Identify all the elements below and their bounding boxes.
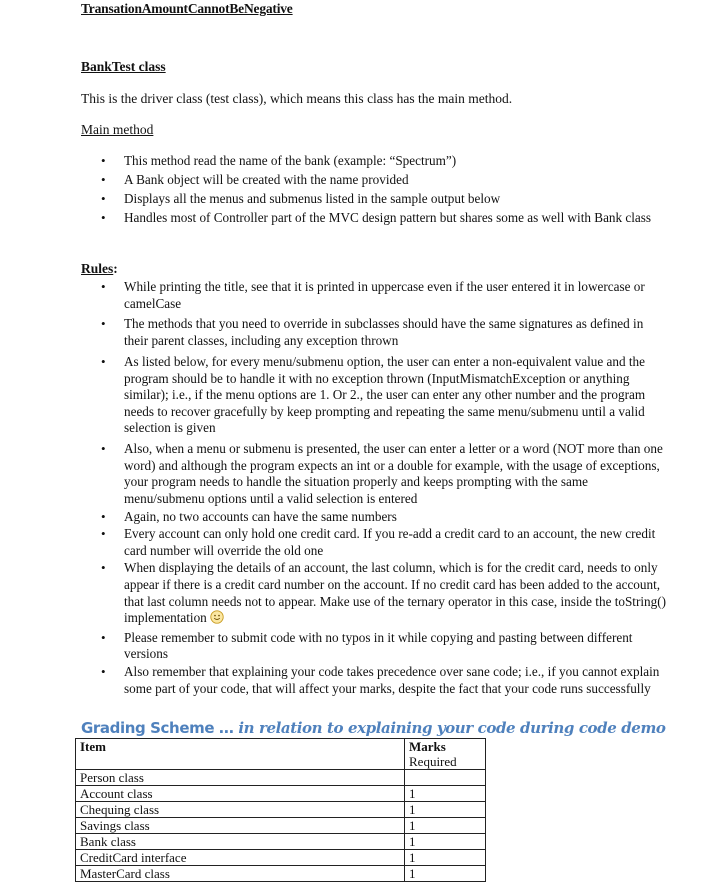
list-item-text: When displaying the details of an account, the last column, which is for the credit card, needs to only appear if there is a credit card number on the account. If no credit card has been added to the account, that last column needs not to appear. Make use of the ternary operator in this case, inside the toString() implementation bbox=[124, 560, 667, 626]
exception-class-heading: TransationAmountCannotBeNegative bbox=[81, 1, 293, 16]
table-row bbox=[76, 850, 486, 866]
table-cell-marks: 1 bbox=[405, 850, 486, 866]
column-subheader-required: Required bbox=[405, 754, 486, 770]
rules-heading-label: Rules bbox=[81, 261, 114, 276]
grading-title-plain: Grading Scheme … bbox=[81, 719, 239, 737]
table-cell-marks: 1 bbox=[405, 866, 486, 882]
table-header-row bbox=[76, 739, 486, 755]
table-cell-marks: 1 bbox=[405, 818, 486, 834]
table-row bbox=[76, 786, 486, 802]
table-row bbox=[76, 818, 486, 834]
table-cell-item: CreditCard interface bbox=[76, 850, 405, 866]
table-row bbox=[76, 802, 486, 818]
list-item: • Handles most of Controller part of the MVC design pattern but shares some as well with Bank class bbox=[81, 210, 670, 227]
list-item: • Displays all the menus and submenus listed in the sample output below bbox=[81, 191, 670, 208]
main-method-heading: Main method bbox=[81, 122, 154, 137]
banktest-class-heading: BankTest class bbox=[81, 59, 166, 74]
table-cell-marks: 1 bbox=[405, 786, 486, 802]
table-cell-item: Savings class bbox=[76, 818, 405, 834]
table-cell-item: Bank class bbox=[76, 834, 405, 850]
list-item: • A Bank object will be created with the name provided bbox=[81, 172, 670, 189]
list-item: • This method read the name of the bank (example: “Spectrum”) bbox=[81, 153, 670, 170]
rules-heading bbox=[81, 261, 118, 277]
rules-list bbox=[81, 279, 670, 701]
table-cell-item: Chequing class bbox=[76, 802, 405, 818]
grading-title-italic: in relation to explaining your code during code demo bbox=[238, 719, 666, 737]
list-item bbox=[81, 560, 670, 628]
table-cell-marks: 1 bbox=[405, 802, 486, 818]
list-item: • Every account can only hold one credit card. If you re-add a credit card to an account, the new credit card number will override the old one bbox=[81, 526, 670, 559]
table-cell-marks: 1 bbox=[405, 834, 486, 850]
list-item: • The methods that you need to override in subclasses should have the same signatures as defined in their parent classes, including any exception thrown bbox=[81, 316, 670, 349]
rules-heading-colon: : bbox=[113, 261, 118, 276]
main-method-list bbox=[81, 153, 670, 229]
list-item: • While printing the title, see that it is printed in uppercase even if the user entered it in lowercase or camelCase bbox=[81, 279, 670, 312]
list-item: • Also remember that explaining your code takes precedence over sane code; i.e., if you cannot explain some part of your code, that will affect your marks, despite the fact that your code runs successfully bbox=[81, 664, 670, 697]
smiley-face-icon bbox=[210, 610, 224, 629]
grading-scheme-title bbox=[81, 719, 666, 737]
list-item: • Please remember to submit code with no typos in it while copying and pasting between different versions bbox=[81, 630, 670, 663]
column-header-item: Item bbox=[76, 739, 405, 770]
grading-table bbox=[75, 738, 486, 882]
banktest-intro-text: This is the driver class (test class), which means this class has the main method. bbox=[81, 91, 513, 106]
list-item: • Also, when a menu or submenu is presented, the user can enter a letter or a word (NOT more than one word) and although the program expects an int or a double for example, with the usage of exceptions, your program needs to handle the situation properly and keeps prompting with the same menu/submenu options until a valid selection is entered bbox=[81, 441, 670, 507]
table-cell-item: Account class bbox=[76, 786, 405, 802]
table-row bbox=[76, 866, 486, 882]
table-cell-marks bbox=[405, 770, 486, 786]
column-header-marks: Marks bbox=[405, 739, 486, 755]
table-row bbox=[76, 834, 486, 850]
list-item: • Again, no two accounts can have the same numbers bbox=[81, 509, 670, 526]
table-cell-item: Person class bbox=[76, 770, 405, 786]
table-row bbox=[76, 770, 486, 786]
list-item: • As listed below, for every menu/submenu option, the user can enter a non-equivalent value and the program should be to handle it with no exception thrown (InputMismatchException or anything similar); i.e., if the menu options are 1. Or 2., the user can enter any other number and the program needs to recover gracefully by keep prompting and repeating the same menu/submenu until a valid selection is given bbox=[81, 354, 670, 437]
table-cell-item: MasterCard class bbox=[76, 866, 405, 882]
